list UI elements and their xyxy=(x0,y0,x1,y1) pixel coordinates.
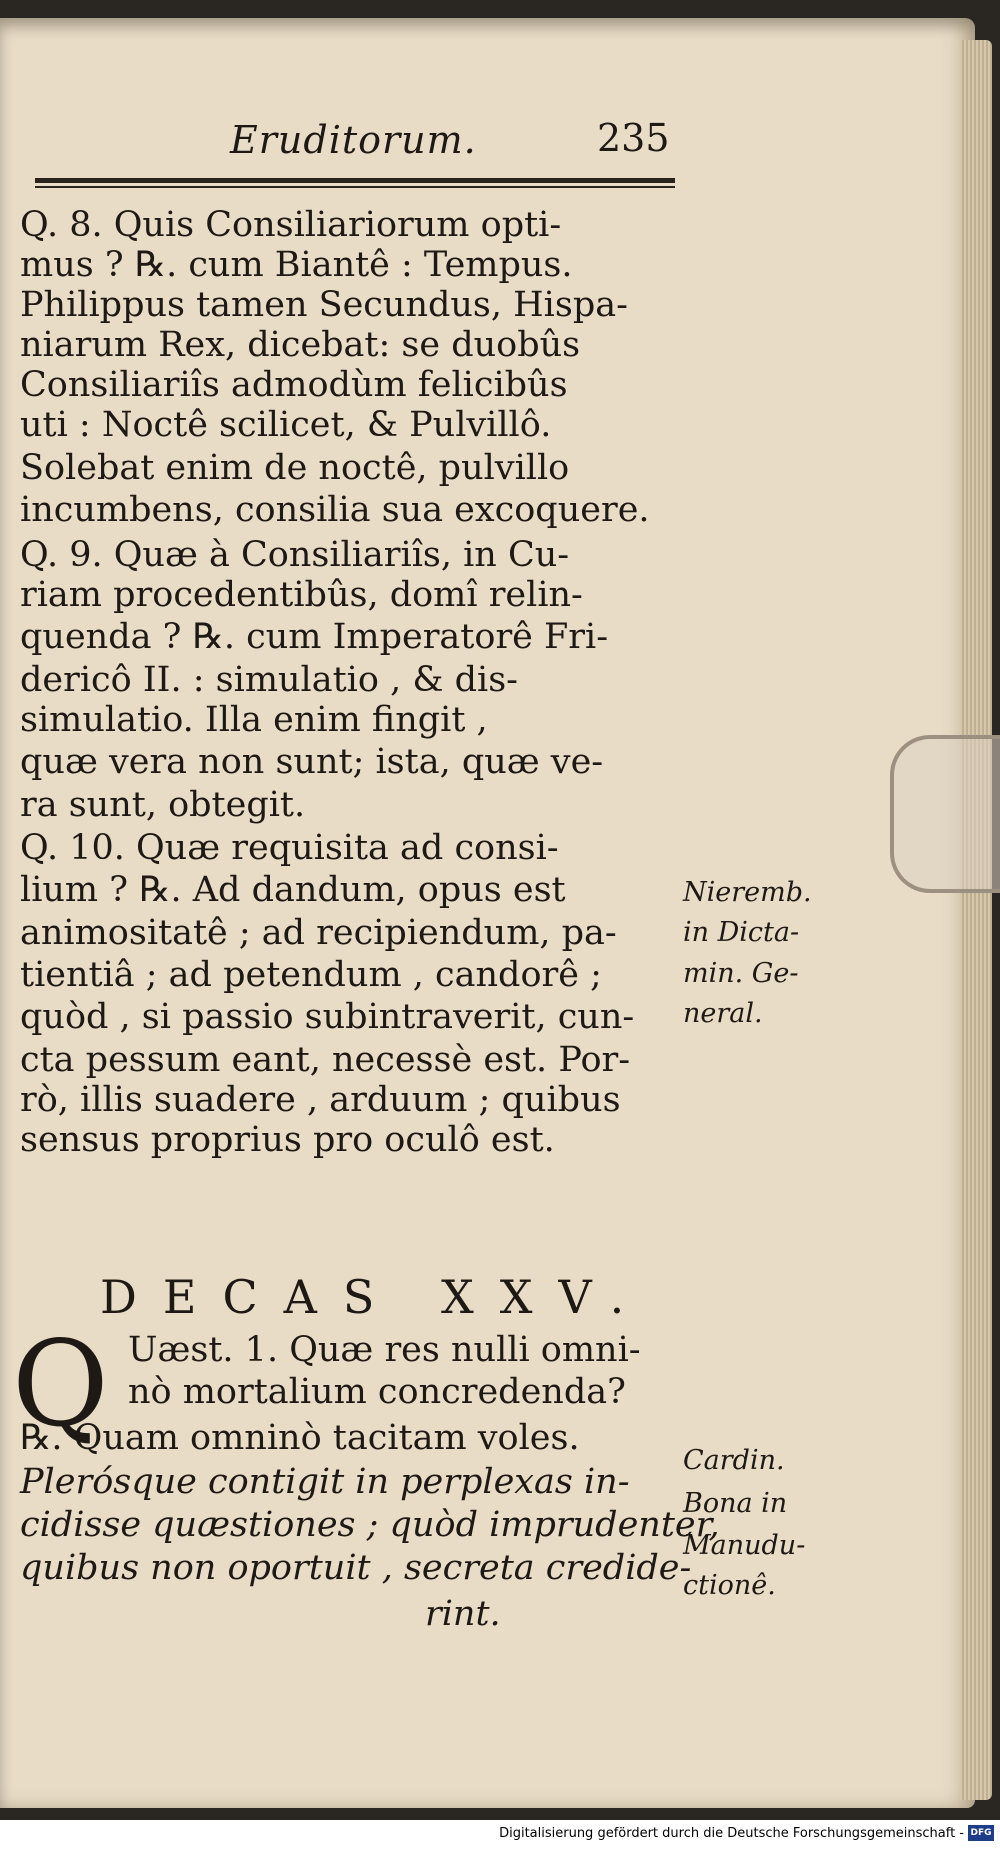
body-line: dericô II. : simulatio , & dis- xyxy=(20,660,518,700)
body-line: tientiâ ; ad petendum , candorê ; xyxy=(20,955,602,995)
body-line: Q. 8. Quis Consiliariorum opti- xyxy=(20,205,562,245)
section-heading: DECAS XXV. xyxy=(100,1270,651,1324)
body-line: riam procedentibûs, domî relin- xyxy=(20,575,583,615)
page-edges xyxy=(960,40,992,1800)
body-line: quòd , si passio subintraverit, cun- xyxy=(20,997,635,1037)
body-line: Philippus tamen Secundus, Hispa- xyxy=(20,285,628,325)
header-rule xyxy=(35,178,675,183)
body-line: Solebat enim de noctê, pulvillo xyxy=(20,448,570,488)
margin-note: neral. xyxy=(683,998,763,1029)
body-line: uti : Noctê scilicet, & Pulvillô. xyxy=(20,405,552,445)
page-number: 235 xyxy=(597,116,670,160)
body-line: rò, illis suadere , arduum ; quibus xyxy=(20,1080,621,1120)
section-line: nò mortalium concredenda? xyxy=(128,1372,626,1412)
margin-note: min. Ge- xyxy=(683,958,799,989)
margin-note: Cardin. xyxy=(683,1445,785,1476)
body-line: Q. 9. Quæ à Consiliariîs, in Cu- xyxy=(20,535,570,575)
body-line: quæ vera non sunt; ista, quæ ve- xyxy=(20,742,604,782)
header-rule-thin xyxy=(35,186,675,188)
body-line: Q. 10. Quæ requisita ad consi- xyxy=(20,828,559,868)
margin-note: ctionê. xyxy=(683,1570,776,1601)
dfg-logo: DFG xyxy=(968,1825,994,1841)
margin-note: in Dicta- xyxy=(683,917,800,948)
body-line: Consiliariîs admodùm felicibûs xyxy=(20,365,568,405)
section-line: rint. xyxy=(425,1594,501,1634)
margin-note: Manudu- xyxy=(683,1530,806,1561)
section-line: Plerósque contigit in perplexas in- xyxy=(20,1462,630,1502)
section-line: Uæst. 1. Quæ res nulli omni- xyxy=(128,1330,641,1370)
body-line: sensus proprius pro oculô est. xyxy=(20,1120,555,1160)
page-clip xyxy=(890,735,1000,893)
body-line: animositatê ; ad recipiendum, pa- xyxy=(20,913,617,953)
running-header: Eruditorum. xyxy=(230,118,477,162)
body-line: cta pessum eant, necessè est. Por- xyxy=(20,1040,631,1080)
body-line: ra sunt, obtegit. xyxy=(20,785,306,825)
body-line: incumbens, consilia sua excoquere. xyxy=(20,490,650,530)
margin-note: Bona in xyxy=(683,1488,788,1519)
drop-cap: Q xyxy=(12,1315,109,1453)
section-line: quibus non oportuit , secreta credide- xyxy=(20,1548,692,1588)
body-line: niarum Rex, dicebat: se duobûs xyxy=(20,325,581,365)
body-line: quenda ? ℞. cum Imperatorê Fri- xyxy=(20,617,609,657)
section-line: ℞. Quam omninò tacitam voles. xyxy=(20,1418,580,1458)
body-line: mus ? ℞. cum Biantê : Tempus. xyxy=(20,245,573,285)
body-line: lium ? ℞. Ad dandum, opus est xyxy=(20,870,566,910)
body-line: simulatio. Illa enim fingit , xyxy=(20,700,488,740)
margin-note: Nieremb. xyxy=(683,877,812,908)
section-line: cidisse quæstiones ; quòd imprudenter, xyxy=(20,1505,720,1545)
footer-credit: Digitalisierung gefördert durch die Deutsche Forschungsgemeinschaft - xyxy=(499,1826,964,1841)
